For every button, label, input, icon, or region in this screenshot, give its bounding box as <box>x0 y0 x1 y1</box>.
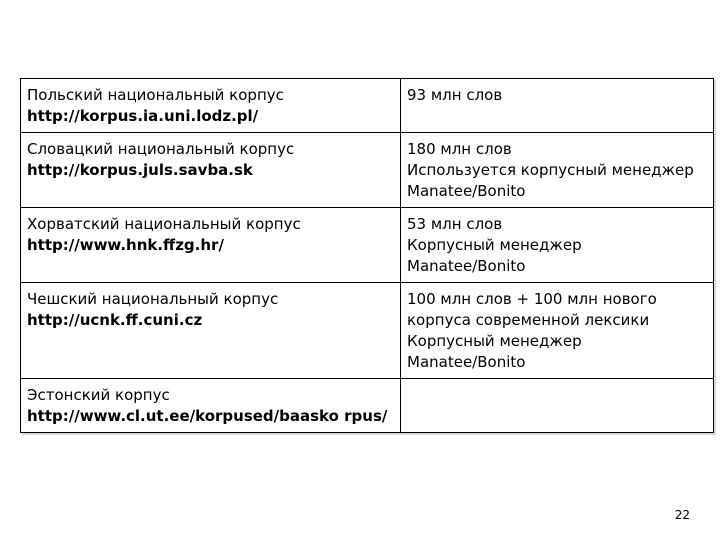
corpus-name: Чешский национальный корпус <box>27 290 279 308</box>
corpus-info-cell <box>21 283 401 379</box>
table-row <box>21 133 714 208</box>
corpus-info-cell <box>21 133 401 208</box>
corpus-detail: Корпусный менеджер <box>407 236 582 254</box>
corpus-detail: Manatee/Bonito <box>407 353 526 371</box>
corpus-detail: 100 млн слов + 100 млн нового <box>407 290 657 308</box>
corpus-details-cell <box>401 133 714 208</box>
corpus-detail: Используется корпусный менеджер <box>407 161 694 179</box>
corpus-detail: 180 млн слов <box>407 140 512 158</box>
corpus-detail: корпуса современной лексики <box>407 311 650 329</box>
corpus-detail: 53 млн слов <box>407 215 503 233</box>
page-number: 22 <box>674 508 690 522</box>
corpus-details-cell <box>401 208 714 283</box>
corpus-url[interactable]: http://korpus.ia.uni.lodz.pl/ <box>27 107 259 125</box>
table-row <box>21 208 714 283</box>
corpus-url[interactable]: http://korpus.juls.savba.sk <box>27 161 253 179</box>
corpus-details-cell <box>401 379 714 433</box>
corpus-detail: Корпусный менеджер <box>407 332 582 350</box>
corpus-info-cell <box>21 208 401 283</box>
corpus-name: Польский национальный корпус <box>27 86 284 104</box>
corpus-url[interactable]: http://www.cl.ut.ee/korpused/baasko rpus/ <box>27 407 388 425</box>
corpus-details-cell <box>401 79 714 133</box>
corpus-detail: Manatee/Bonito <box>407 257 526 275</box>
corpus-detail: 93 млн слов <box>407 86 503 104</box>
corpus-name: Словацкий национальный корпус <box>27 140 295 158</box>
corpus-url[interactable]: http://www.hnk.ffzg.hr/ <box>27 236 224 254</box>
corpora-table <box>20 78 714 433</box>
corpus-detail: Manatee/Bonito <box>407 182 526 200</box>
table-row <box>21 379 714 433</box>
table-row <box>21 283 714 379</box>
corpus-name: Хорватский национальный корпус <box>27 215 301 233</box>
corpus-details-cell <box>401 283 714 379</box>
corpus-info-cell <box>21 379 401 433</box>
table-row <box>21 79 714 133</box>
corpus-info-cell <box>21 79 401 133</box>
corpus-url[interactable]: http://ucnk.ff.cuni.cz <box>27 311 203 329</box>
corpus-name: Эстонский корпус <box>27 386 170 404</box>
